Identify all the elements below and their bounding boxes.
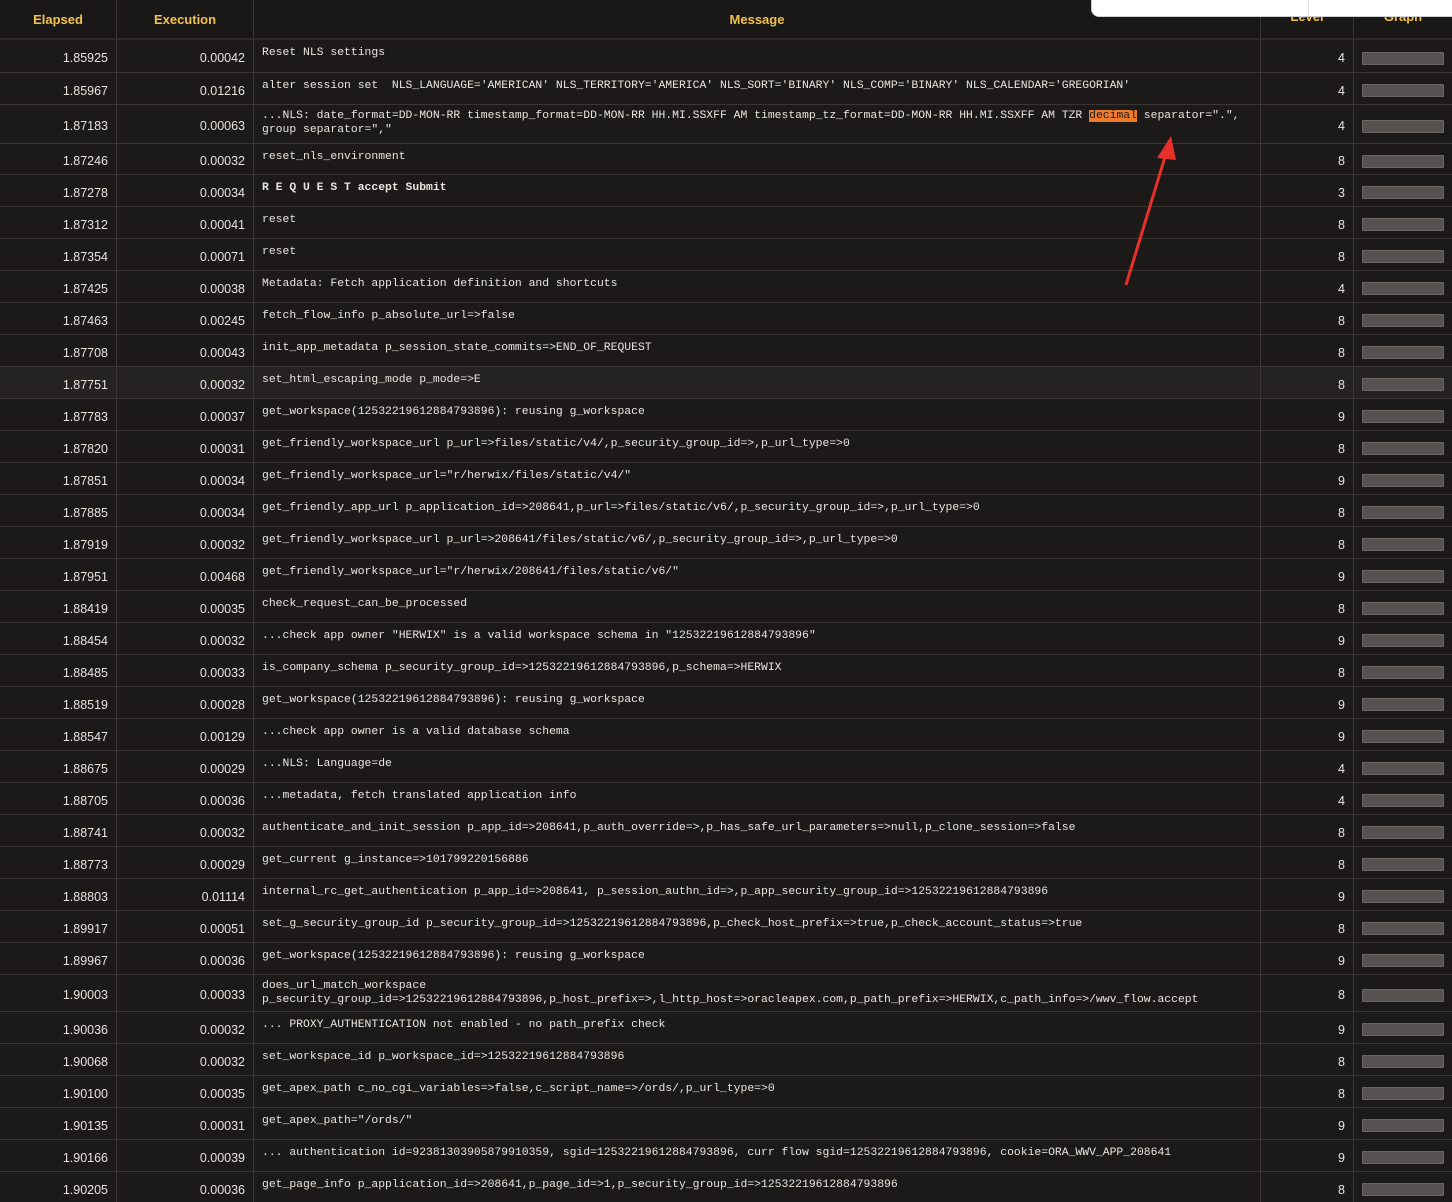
table-row[interactable] — [0, 207, 1452, 239]
graph-cell — [1354, 1108, 1452, 1139]
graph-cell — [1354, 719, 1452, 750]
graph-cell — [1354, 367, 1452, 398]
table-row[interactable] — [0, 879, 1452, 911]
graph-cell — [1354, 943, 1452, 974]
message-cell: get_workspace(12532219612884793896): reusing g_workspace — [254, 399, 1261, 430]
graph-bar — [1362, 52, 1444, 65]
execution-cell: 0.00036 — [117, 1172, 254, 1202]
graph-bar — [1362, 218, 1444, 231]
level-cell: 8 — [1261, 303, 1354, 334]
graph-bar — [1362, 346, 1444, 359]
elapsed-cell: 1.87783 — [0, 399, 117, 430]
execution-cell: 0.00245 — [117, 303, 254, 334]
execution-cell: 0.00041 — [117, 207, 254, 238]
table-row[interactable] — [0, 105, 1452, 144]
graph-bar — [1362, 826, 1444, 839]
graph-cell — [1354, 655, 1452, 686]
level-cell: 8 — [1261, 335, 1354, 366]
level-cell: 8 — [1261, 847, 1354, 878]
table-row[interactable] — [0, 431, 1452, 463]
graph-bar — [1362, 84, 1444, 97]
elapsed-cell: 1.88454 — [0, 623, 117, 654]
message-cell: get_friendly_workspace_url p_url=>files/static/v4/,p_security_group_id=>,p_url_type=>0 — [254, 431, 1261, 462]
elapsed-cell: 1.88485 — [0, 655, 117, 686]
table-row[interactable] — [0, 144, 1452, 175]
table-row[interactable] — [0, 1076, 1452, 1108]
elapsed-cell: 1.85967 — [0, 73, 117, 104]
graph-bar — [1362, 538, 1444, 551]
popup-divider — [1308, 0, 1309, 16]
message-cell: R E Q U E S T accept Submit — [254, 175, 1261, 206]
elapsed-cell: 1.90036 — [0, 1012, 117, 1043]
elapsed-cell: 1.87851 — [0, 463, 117, 494]
level-cell: 9 — [1261, 719, 1354, 750]
table-row[interactable] — [0, 175, 1452, 207]
col-header-execution[interactable]: Execution — [117, 0, 254, 38]
elapsed-cell: 1.87278 — [0, 175, 117, 206]
level-cell: 9 — [1261, 623, 1354, 654]
message-cell: ...check app owner is a valid database schema — [254, 719, 1261, 750]
graph-bar — [1362, 570, 1444, 583]
grid-body — [0, 40, 1452, 1202]
message-cell: does_url_match_workspace p_security_group_id=>12532219612884793896,p_host_prefix=>,l_http_host=>oracleapex.com,p_path_prefix=>HERWIX,c_path_info=>/wwv_flow.accept — [254, 975, 1261, 1011]
graph-bar — [1362, 1183, 1444, 1196]
message-text-post: separator=".", group separator="," — [262, 110, 1247, 136]
graph-cell — [1354, 431, 1452, 462]
execution-cell: 0.00032 — [117, 1012, 254, 1043]
execution-cell: 0.00031 — [117, 431, 254, 462]
elapsed-cell: 1.90166 — [0, 1140, 117, 1171]
search-highlight: decimal — [1089, 110, 1137, 122]
message-cell: ...metadata, fetch translated application info — [254, 783, 1261, 814]
graph-cell — [1354, 879, 1452, 910]
graph-cell — [1354, 271, 1452, 302]
level-cell: 9 — [1261, 559, 1354, 590]
level-cell: 9 — [1261, 687, 1354, 718]
message-cell — [254, 105, 1261, 143]
graph-bar — [1362, 858, 1444, 871]
elapsed-cell: 1.90205 — [0, 1172, 117, 1202]
execution-cell: 0.00035 — [117, 1076, 254, 1107]
message-cell: ... authentication id=92381303905879910359, sgid=12532219612884793896, curr flow sgid=12532219612884793896, cookie=ORA_WWV_APP_208641 — [254, 1140, 1261, 1171]
graph-cell — [1354, 911, 1452, 942]
table-row[interactable] — [0, 815, 1452, 847]
execution-cell: 0.00036 — [117, 943, 254, 974]
elapsed-cell: 1.87425 — [0, 271, 117, 302]
graph-cell — [1354, 751, 1452, 782]
level-cell: 8 — [1261, 655, 1354, 686]
graph-bar — [1362, 730, 1444, 743]
elapsed-cell: 1.87312 — [0, 207, 117, 238]
message-cell: set_workspace_id p_workspace_id=>12532219612884793896 — [254, 1044, 1261, 1075]
message-cell: reset_nls_environment — [254, 144, 1261, 174]
elapsed-cell: 1.87463 — [0, 303, 117, 334]
graph-cell — [1354, 847, 1452, 878]
graph-cell — [1354, 623, 1452, 654]
elapsed-cell: 1.87246 — [0, 144, 117, 174]
message-cell: get_apex_path c_no_cgi_variables=>false,c_script_name=>/ords/,p_url_type=>0 — [254, 1076, 1261, 1107]
graph-bar — [1362, 1151, 1444, 1164]
execution-cell: 0.00032 — [117, 623, 254, 654]
graph-cell — [1354, 399, 1452, 430]
table-row[interactable] — [0, 239, 1452, 271]
graph-cell — [1354, 559, 1452, 590]
table-row[interactable] — [0, 687, 1452, 719]
message-cell: ...NLS: Language=de — [254, 751, 1261, 782]
graph-bar — [1362, 954, 1444, 967]
elapsed-cell: 1.89917 — [0, 911, 117, 942]
graph-cell — [1354, 105, 1452, 143]
table-row[interactable] — [0, 783, 1452, 815]
elapsed-cell: 1.88803 — [0, 879, 117, 910]
col-header-message[interactable]: Message — [254, 0, 1261, 38]
message-cell: get_friendly_workspace_url p_url=>208641/files/static/v6/,p_security_group_id=>,p_url_type=>0 — [254, 527, 1261, 558]
graph-bar — [1362, 155, 1444, 168]
message-cell: is_company_schema p_security_group_id=>12532219612884793896,p_schema=>HERWIX — [254, 655, 1261, 686]
execution-cell: 0.00031 — [117, 1108, 254, 1139]
level-cell: 8 — [1261, 367, 1354, 398]
message-cell: reset — [254, 239, 1261, 270]
message-cell: alter session set NLS_LANGUAGE='AMERICAN' NLS_TERRITORY='AMERICA' NLS_SORT='BINARY' NLS_COMP='BINARY' NLS_CALENDAR='GREGORIAN' — [254, 73, 1261, 104]
message-cell: ... PROXY_AUTHENTICATION not enabled - no path_prefix check — [254, 1012, 1261, 1043]
graph-bar — [1362, 698, 1444, 711]
level-cell: 8 — [1261, 911, 1354, 942]
graph-bar — [1362, 250, 1444, 263]
execution-cell: 0.00028 — [117, 687, 254, 718]
level-cell: 9 — [1261, 879, 1354, 910]
table-row[interactable] — [0, 303, 1452, 335]
graph-bar — [1362, 282, 1444, 295]
execution-cell: 0.00039 — [117, 1140, 254, 1171]
table-row[interactable] — [0, 1108, 1452, 1140]
execution-cell: 0.00033 — [117, 975, 254, 1011]
col-header-elapsed[interactable]: Elapsed — [0, 0, 117, 38]
graph-cell — [1354, 73, 1452, 104]
level-cell: 9 — [1261, 1140, 1354, 1171]
graph-cell — [1354, 1012, 1452, 1043]
level-cell: 9 — [1261, 1012, 1354, 1043]
table-row[interactable] — [0, 975, 1452, 1012]
table-row[interactable] — [0, 623, 1452, 655]
execution-cell: 0.00034 — [117, 495, 254, 526]
message-cell: internal_rc_get_authentication p_app_id=>208641, p_session_authn_id=>,p_app_security_group_id=>12532219612884793896 — [254, 879, 1261, 910]
elapsed-cell: 1.87183 — [0, 105, 117, 143]
level-cell: 8 — [1261, 975, 1354, 1011]
message-cell: get_page_info p_application_id=>208641,p_page_id=>1,p_security_group_id=>12532219612884793896 — [254, 1172, 1261, 1202]
execution-cell: 0.00034 — [117, 463, 254, 494]
graph-cell — [1354, 591, 1452, 622]
table-row[interactable] — [0, 1044, 1452, 1076]
graph-bar — [1362, 1055, 1444, 1068]
graph-bar — [1362, 314, 1444, 327]
elapsed-cell: 1.87820 — [0, 431, 117, 462]
table-row[interactable] — [0, 751, 1452, 783]
graph-bar — [1362, 922, 1444, 935]
graph-bar — [1362, 1119, 1444, 1132]
message-cell: authenticate_and_init_session p_app_id=>208641,p_auth_override=>,p_has_safe_url_parameters=>null,p_clone_session=>false — [254, 815, 1261, 846]
graph-bar — [1362, 634, 1444, 647]
execution-cell: 0.01216 — [117, 73, 254, 104]
execution-cell: 0.00032 — [117, 527, 254, 558]
execution-cell: 0.00032 — [117, 144, 254, 174]
graph-cell — [1354, 144, 1452, 174]
elapsed-cell: 1.88419 — [0, 591, 117, 622]
elapsed-cell: 1.88675 — [0, 751, 117, 782]
graph-cell — [1354, 175, 1452, 206]
elapsed-cell: 1.87751 — [0, 367, 117, 398]
level-cell: 8 — [1261, 1044, 1354, 1075]
execution-cell: 0.00032 — [117, 367, 254, 398]
execution-cell: 0.00051 — [117, 911, 254, 942]
graph-cell — [1354, 239, 1452, 270]
level-cell: 3 — [1261, 175, 1354, 206]
message-cell: get_workspace(12532219612884793896): reusing g_workspace — [254, 687, 1261, 718]
graph-bar — [1362, 186, 1444, 199]
message-cell: ...check app owner "HERWIX" is a valid workspace schema in "12532219612884793896" — [254, 623, 1261, 654]
table-row[interactable] — [0, 495, 1452, 527]
table-row[interactable] — [0, 463, 1452, 495]
level-cell: 4 — [1261, 783, 1354, 814]
message-cell: reset — [254, 207, 1261, 238]
elapsed-cell: 1.90068 — [0, 1044, 117, 1075]
graph-bar — [1362, 762, 1444, 775]
graph-cell — [1354, 495, 1452, 526]
graph-cell — [1354, 815, 1452, 846]
level-cell: 8 — [1261, 431, 1354, 462]
elapsed-cell: 1.87951 — [0, 559, 117, 590]
elapsed-cell: 1.87354 — [0, 239, 117, 270]
execution-cell: 0.00129 — [117, 719, 254, 750]
table-row[interactable] — [0, 1140, 1452, 1172]
execution-cell: 0.00035 — [117, 591, 254, 622]
level-cell: 4 — [1261, 105, 1354, 143]
level-cell: 4 — [1261, 751, 1354, 782]
elapsed-cell: 1.88705 — [0, 783, 117, 814]
elapsed-cell: 1.88741 — [0, 815, 117, 846]
level-cell: 8 — [1261, 527, 1354, 558]
elapsed-cell: 1.88773 — [0, 847, 117, 878]
graph-bar — [1362, 602, 1444, 615]
elapsed-cell: 1.88547 — [0, 719, 117, 750]
graph-cell — [1354, 687, 1452, 718]
execution-cell: 0.00029 — [117, 847, 254, 878]
message-cell: get_friendly_app_url p_application_id=>208641,p_url=>files/static/v6/,p_security_group_id=>,p_url_type=>0 — [254, 495, 1261, 526]
graph-cell — [1354, 527, 1452, 558]
graph-bar — [1362, 1023, 1444, 1036]
graph-bar — [1362, 890, 1444, 903]
elapsed-cell: 1.88519 — [0, 687, 117, 718]
graph-cell — [1354, 303, 1452, 334]
table-row[interactable] — [0, 719, 1452, 751]
graph-bar — [1362, 120, 1444, 133]
table-row[interactable] — [0, 271, 1452, 303]
message-cell: get_friendly_workspace_url="r/herwix/208641/files/static/v6/" — [254, 559, 1261, 590]
level-cell: 8 — [1261, 1172, 1354, 1202]
graph-cell — [1354, 1076, 1452, 1107]
graph-cell — [1354, 975, 1452, 1011]
level-cell: 8 — [1261, 207, 1354, 238]
execution-cell: 0.00038 — [117, 271, 254, 302]
message-cell: set_html_escaping_mode p_mode=>E — [254, 367, 1261, 398]
elapsed-cell: 1.90100 — [0, 1076, 117, 1107]
graph-bar — [1362, 506, 1444, 519]
graph-cell — [1354, 40, 1452, 72]
execution-cell: 0.00468 — [117, 559, 254, 590]
message-cell: get_current g_instance=>101799220156886 — [254, 847, 1261, 878]
level-cell: 8 — [1261, 239, 1354, 270]
table-row[interactable] — [0, 40, 1452, 73]
level-cell: 9 — [1261, 463, 1354, 494]
table-row[interactable] — [0, 367, 1452, 399]
table-row[interactable] — [0, 73, 1452, 105]
message-cell: fetch_flow_info p_absolute_url=>false — [254, 303, 1261, 334]
table-row[interactable] — [0, 943, 1452, 975]
elapsed-cell: 1.87919 — [0, 527, 117, 558]
execution-cell: 0.00043 — [117, 335, 254, 366]
level-cell: 8 — [1261, 815, 1354, 846]
message-cell: check_request_can_be_processed — [254, 591, 1261, 622]
level-cell: 8 — [1261, 144, 1354, 174]
graph-bar — [1362, 666, 1444, 679]
execution-cell: 0.00034 — [117, 175, 254, 206]
level-cell: 8 — [1261, 1076, 1354, 1107]
level-cell: 8 — [1261, 591, 1354, 622]
execution-cell: 0.00029 — [117, 751, 254, 782]
elapsed-cell: 1.85925 — [0, 40, 117, 72]
graph-cell — [1354, 207, 1452, 238]
graph-bar — [1362, 989, 1444, 1002]
table-row[interactable] — [0, 591, 1452, 623]
message-cell: get_apex_path="/ords/" — [254, 1108, 1261, 1139]
level-cell: 9 — [1261, 399, 1354, 430]
message-cell: Reset NLS settings — [254, 40, 1261, 72]
elapsed-cell: 1.89967 — [0, 943, 117, 974]
graph-bar — [1362, 410, 1444, 423]
level-cell: 4 — [1261, 271, 1354, 302]
graph-bar — [1362, 474, 1444, 487]
message-cell: init_app_metadata p_session_state_commits=>END_OF_REQUEST — [254, 335, 1261, 366]
execution-cell: 0.00042 — [117, 40, 254, 72]
execution-cell: 0.00063 — [117, 105, 254, 143]
graph-bar — [1362, 442, 1444, 455]
execution-cell: 0.00033 — [117, 655, 254, 686]
table-row[interactable] — [0, 335, 1452, 367]
message-cell: set_g_security_group_id p_security_group_id=>12532219612884793896,p_check_host_prefix=>true,p_check_account_status=>true — [254, 911, 1261, 942]
table-row[interactable] — [0, 1172, 1452, 1202]
level-cell: 9 — [1261, 1108, 1354, 1139]
execution-cell: 0.00036 — [117, 783, 254, 814]
elapsed-cell: 1.87885 — [0, 495, 117, 526]
table-row[interactable] — [0, 847, 1452, 879]
graph-bar — [1362, 794, 1444, 807]
graph-cell — [1354, 1044, 1452, 1075]
graph-cell — [1354, 1172, 1452, 1202]
execution-cell: 0.01114 — [117, 879, 254, 910]
graph-cell — [1354, 783, 1452, 814]
message-cell: Metadata: Fetch application definition and shortcuts — [254, 271, 1261, 302]
table-row[interactable] — [0, 559, 1452, 591]
elapsed-cell: 1.87708 — [0, 335, 117, 366]
execution-cell: 0.00032 — [117, 1044, 254, 1075]
message-cell: get_workspace(12532219612884793896): reusing g_workspace — [254, 943, 1261, 974]
table-row[interactable] — [0, 911, 1452, 943]
level-cell: 8 — [1261, 495, 1354, 526]
table-row[interactable] — [0, 1012, 1452, 1044]
graph-cell — [1354, 335, 1452, 366]
level-cell: 4 — [1261, 73, 1354, 104]
execution-cell: 0.00037 — [117, 399, 254, 430]
graph-cell — [1354, 1140, 1452, 1171]
header-popup[interactable] — [1091, 0, 1452, 17]
execution-cell: 0.00071 — [117, 239, 254, 270]
message-cell: get_friendly_workspace_url="r/herwix/files/static/v4/" — [254, 463, 1261, 494]
elapsed-cell: 1.90003 — [0, 975, 117, 1011]
level-cell: 4 — [1261, 40, 1354, 72]
table-row[interactable] — [0, 527, 1452, 559]
level-cell: 9 — [1261, 943, 1354, 974]
elapsed-cell: 1.90135 — [0, 1108, 117, 1139]
table-row[interactable] — [0, 399, 1452, 431]
graph-bar — [1362, 378, 1444, 391]
graph-bar — [1362, 1087, 1444, 1100]
message-text-pre: ...NLS: date_format=DD-MON-RR timestamp_format=DD-MON-RR HH.MI.SSXFF AM timestamp_tz_format=DD-MON-RR HH.MI.SSXFF AM TZR — [262, 110, 1090, 122]
graph-cell — [1354, 463, 1452, 494]
execution-cell: 0.00032 — [117, 815, 254, 846]
table-row[interactable] — [0, 655, 1452, 687]
